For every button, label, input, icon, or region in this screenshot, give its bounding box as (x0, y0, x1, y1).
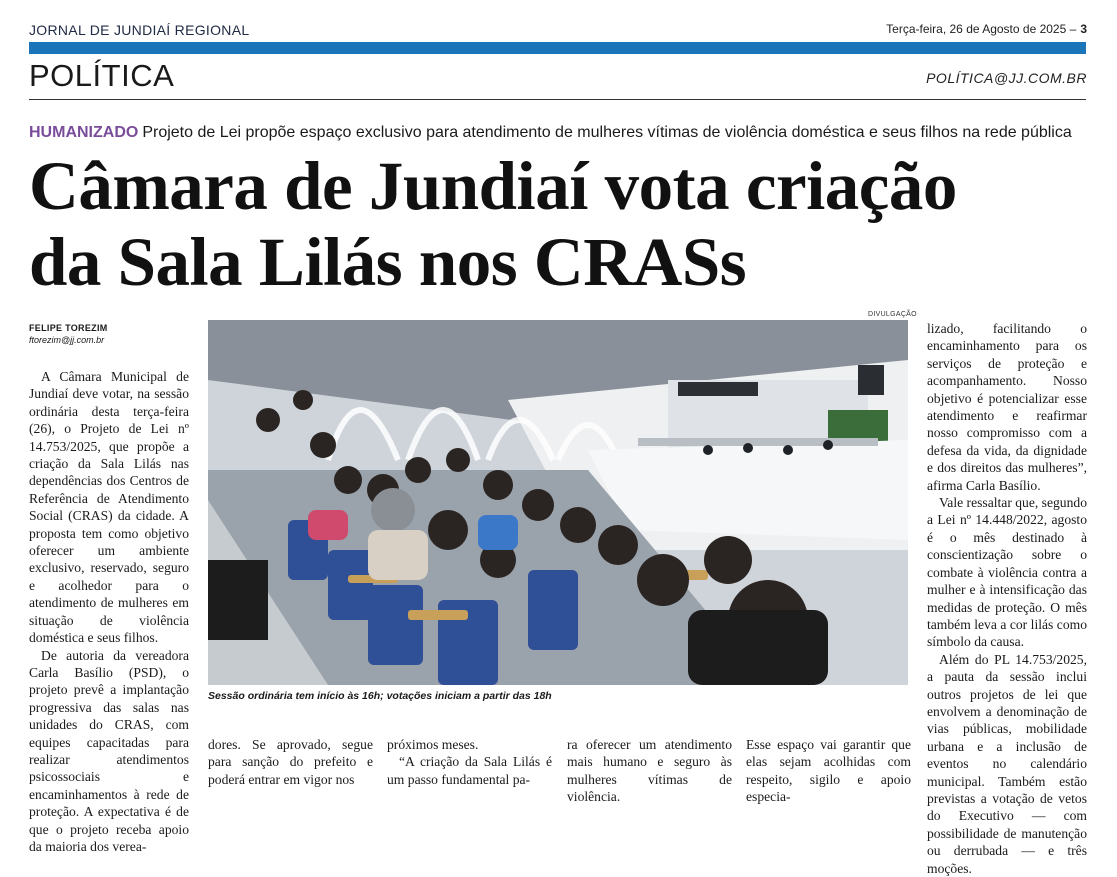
kicker (29, 124, 1089, 142)
header-color-bar (29, 42, 1086, 54)
column-3 (387, 736, 552, 788)
column-2 (208, 736, 373, 788)
photo-credit: DIVULGAÇÃO (868, 311, 917, 318)
column-6 (927, 320, 1087, 877)
section-title: POLÍTICA (29, 58, 175, 93)
paragraph: Esse espaço vai garantir que elas sejam acolhidas com respeito, sigilo e apoio especia- (746, 737, 911, 805)
paragraph: Vale ressaltar que, segundo a Lei nº 14.448/2022, agosto é o mês destinado à conscientização sobre o combate à violência contra a mulher e à intensificação das medidas de proteção. O mês também leva a cor lilás como símbolo da causa. (927, 495, 1087, 650)
dateline (886, 22, 1087, 36)
section-divider (29, 99, 1086, 100)
paragraph: A Câmara Municipal de Jundiaí deve votar, na sessão ordinária desta terça-feira (26), o Projeto de Lei nº 14.753/2025, que propõe a criação da Sala Lilás nas dependências dos Centros de Referência de Atendimento Social (CRAS) da cidade. A proposta tem como objetivo oferecer um ambiente exclusivo, reservado, seguro e acolhedor para o atendimento de mulheres em situação de violência doméstica e seus filhos. (29, 369, 189, 646)
paragraph: Além do PL 14.753/2025, a pauta da sessão inclui outros projetos de lei que envolvem a denominação de vias públicas, mobilidade urbana e a inclusão de eventos no calendário municipal. Também estão previstas a votação de vetos do Executivo — com possibilidade de manutenção ou derrubada — e três moções. (927, 651, 1087, 876)
paragraph: dores. Se aprovado, segue para sanção do prefeito e poderá entrar em vigor nos (208, 737, 373, 787)
column-5 (746, 736, 911, 806)
paragraph: ra oferecer um atendimento mais humano e seguro às mulheres vítimas de violência. (567, 737, 732, 805)
page-separator: – (1069, 22, 1077, 36)
column-1 (29, 368, 189, 855)
masthead: JORNAL DE JUNDIAÍ REGIONAL (29, 22, 250, 38)
paragraph: “A criação da Sala Lilás é um passo fundamental pa- (387, 754, 552, 787)
headline-line-2: da Sala Lilás nos CRASs (29, 224, 747, 300)
article-photo (208, 320, 908, 685)
paragraph: próximos meses. (387, 737, 479, 752)
section-email[interactable]: POLÍTICA@JJ.COM.BR (926, 70, 1087, 86)
column-4 (567, 736, 732, 806)
kicker-text: Projeto de Lei propõe espaço exclusivo para atendimento de mulheres vítimas de violência doméstica e seus filhos na rede pública (142, 124, 1072, 141)
photo-caption: Sessão ordinária tem início às 16h; votações iniciam a partir das 18h (208, 690, 552, 702)
page-number: 3 (1080, 22, 1087, 36)
chamber-photo-illustration (208, 320, 908, 685)
byline-name: FELIPE TOREZIM (29, 323, 108, 333)
headline (29, 148, 1089, 300)
paragraph: De autoria da vereadora Carla Basílio (PSD), o projeto prevê a implantação progressiva das salas nas unidades do CRAS, com equipes capacitadas para realizar atendimentos psicossociais e encaminhamentos à rede de proteção. A expectativa é de que o projeto receba apoio da maioria dos verea- (29, 647, 189, 854)
headline-line-1: Câmara de Jundiaí vota criação (29, 148, 957, 224)
paragraph: lizado, facilitando o encaminhamento para os serviços de proteção e acompanhamento. Nosso objetivo é potencializar esse atendimento e reafirmar nosso compromisso com a defesa da vida, da dignidade e dos direitos das mulheres”, afirma Carla Basílio. (927, 321, 1087, 493)
date: Terça-feira, 26 de Agosto de 2025 (886, 22, 1067, 36)
byline-email[interactable]: ftorezim@jj.com.br (29, 335, 105, 345)
kicker-tag: HUMANIZADO (29, 124, 139, 141)
